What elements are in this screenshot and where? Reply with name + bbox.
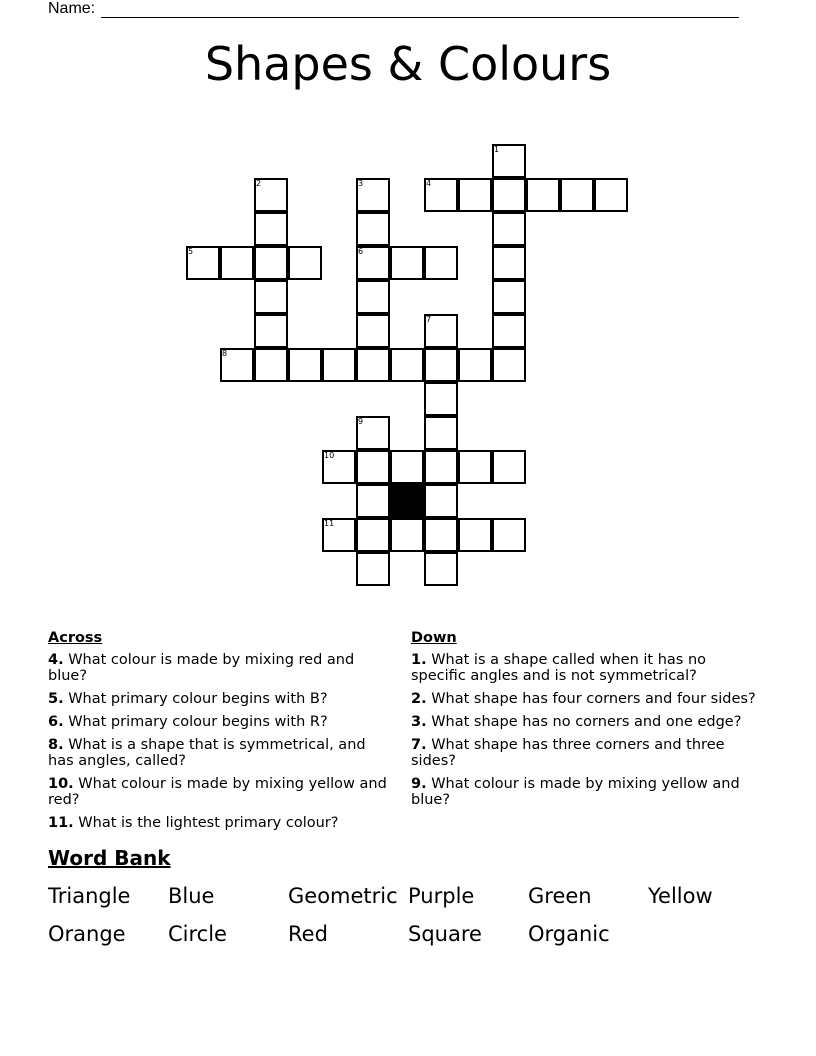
- crossword-cell[interactable]: [254, 212, 288, 246]
- down-clue: [411, 691, 761, 707]
- crossword-cell[interactable]: [424, 450, 458, 484]
- clue-text: What is a shape that is symmetrical, and has angles, called?: [48, 737, 366, 769]
- crossword-cell[interactable]: [356, 314, 390, 348]
- clue-number: 9: [358, 417, 364, 426]
- word-bank-item: Red: [288, 922, 328, 946]
- down-clue: [411, 714, 761, 730]
- clue-number: 11: [324, 519, 335, 528]
- crossword-cell[interactable]: [390, 450, 424, 484]
- clue-text: What colour is made by mixing red and blue?: [48, 652, 355, 684]
- clue-number-label: 5.: [48, 691, 64, 707]
- crossword-cell[interactable]: [254, 348, 288, 382]
- crossword-cell[interactable]: [254, 314, 288, 348]
- crossword-cell[interactable]: [254, 246, 288, 280]
- clue-number: 5: [188, 247, 194, 256]
- clue-number-label: 2.: [411, 691, 427, 707]
- crossword-cell[interactable]: [356, 348, 390, 382]
- word-bank-item: Triangle: [48, 884, 131, 908]
- crossword-cell[interactable]: [458, 178, 492, 212]
- crossword-cell[interactable]: [424, 552, 458, 586]
- crossword-cell[interactable]: [424, 518, 458, 552]
- clue-number-label: 3.: [411, 714, 427, 730]
- clue-text: What is a shape called when it has no specific angles and is not symmetrical?: [411, 652, 707, 684]
- name-label: Name:: [48, 0, 96, 17]
- crossword-cell[interactable]: [458, 348, 492, 382]
- clue-text: What shape has four corners and four sides?: [426, 691, 756, 707]
- clue-number: 3: [358, 179, 364, 188]
- down-clues: [411, 630, 761, 815]
- word-bank-item: Geometric: [288, 884, 398, 908]
- crossword-cell[interactable]: [424, 484, 458, 518]
- clue-number-label: 6.: [48, 714, 64, 730]
- down-heading: Down: [411, 630, 457, 646]
- crossword-cell[interactable]: [492, 246, 526, 280]
- clue-number: 1: [494, 145, 500, 154]
- crossword-cell[interactable]: [356, 484, 390, 518]
- clue-number-label: 1.: [411, 652, 427, 668]
- crossword-cell[interactable]: [322, 348, 356, 382]
- clue-number-label: 4.: [48, 652, 64, 668]
- word-bank-item: Blue: [168, 884, 215, 908]
- clue-text: What shape has three corners and three sides?: [411, 737, 725, 769]
- crossword-cell[interactable]: [356, 280, 390, 314]
- crossword-cell[interactable]: [424, 246, 458, 280]
- crossword-cell[interactable]: [526, 178, 560, 212]
- across-clue: [48, 691, 388, 707]
- down-clue: [411, 776, 761, 808]
- crossword-cell[interactable]: [492, 212, 526, 246]
- crossword-cell[interactable]: [390, 518, 424, 552]
- across-clues: [48, 630, 388, 838]
- crossword-cell[interactable]: [492, 348, 526, 382]
- across-clue: [48, 815, 388, 831]
- crossword-cell[interactable]: [424, 382, 458, 416]
- crossword-cell[interactable]: [492, 178, 526, 212]
- clue-text: What colour is made by mixing yellow and red?: [48, 776, 387, 808]
- crossword-cell[interactable]: [220, 246, 254, 280]
- across-clue: [48, 737, 388, 769]
- clue-text: What colour is made by mixing yellow and blue?: [411, 776, 740, 808]
- across-clue: [48, 714, 388, 730]
- word-bank-item: Purple: [408, 884, 475, 908]
- crossword-cell[interactable]: [356, 518, 390, 552]
- clue-number-label: 7.: [411, 737, 427, 753]
- word-bank-item: Circle: [168, 922, 227, 946]
- clue-text: What primary colour begins with R?: [63, 714, 328, 730]
- clue-number-label: 9.: [411, 776, 427, 792]
- crossword-cell[interactable]: [356, 552, 390, 586]
- clue-text: What shape has no corners and one edge?: [426, 714, 742, 730]
- crossword-cell[interactable]: [424, 416, 458, 450]
- crossword-cell[interactable]: [288, 246, 322, 280]
- crossword-cell[interactable]: [390, 246, 424, 280]
- crossword-cell[interactable]: [356, 450, 390, 484]
- word-bank-item: Organic: [528, 922, 610, 946]
- down-clue: [411, 737, 761, 769]
- crossword-cell[interactable]: [424, 348, 458, 382]
- word-bank-item: Yellow: [648, 884, 713, 908]
- clue-number-label: 10.: [48, 776, 74, 792]
- clue-number: 4: [426, 179, 432, 188]
- clue-number: 2: [256, 179, 262, 188]
- crossword-cell[interactable]: [560, 178, 594, 212]
- crossword-cell[interactable]: [492, 450, 526, 484]
- page-title: Shapes & Colours: [204, 37, 612, 91]
- word-bank-title: Word Bank: [48, 846, 171, 870]
- crossword-cell[interactable]: [458, 450, 492, 484]
- crossword-cell[interactable]: [458, 518, 492, 552]
- clue-number: 8: [222, 349, 228, 358]
- clue-number: 10: [324, 451, 335, 460]
- clue-number: 6: [358, 247, 364, 256]
- crossword-cell[interactable]: [492, 518, 526, 552]
- crossword-cell[interactable]: [288, 348, 322, 382]
- word-bank-item: Green: [528, 884, 592, 908]
- clue-text: What primary colour begins with B?: [63, 691, 328, 707]
- crossword-cell[interactable]: [390, 348, 424, 382]
- crossword-cell[interactable]: [492, 314, 526, 348]
- clue-number: 7: [426, 315, 432, 324]
- clue-number-label: 11.: [48, 815, 74, 831]
- crossword-black-cell: [390, 484, 424, 518]
- word-bank-item: Square: [408, 922, 482, 946]
- clue-number-label: 8.: [48, 737, 64, 753]
- across-clue: [48, 652, 388, 684]
- crossword-cell[interactable]: [356, 212, 390, 246]
- crossword-cell[interactable]: [594, 178, 628, 212]
- across-clue: [48, 776, 388, 808]
- across-heading: Across: [48, 630, 103, 646]
- crossword-cell[interactable]: [254, 280, 288, 314]
- word-bank-item: Orange: [48, 922, 126, 946]
- crossword-cell[interactable]: [492, 280, 526, 314]
- down-clue: [411, 652, 761, 684]
- clue-text: What is the lightest primary colour?: [73, 815, 339, 831]
